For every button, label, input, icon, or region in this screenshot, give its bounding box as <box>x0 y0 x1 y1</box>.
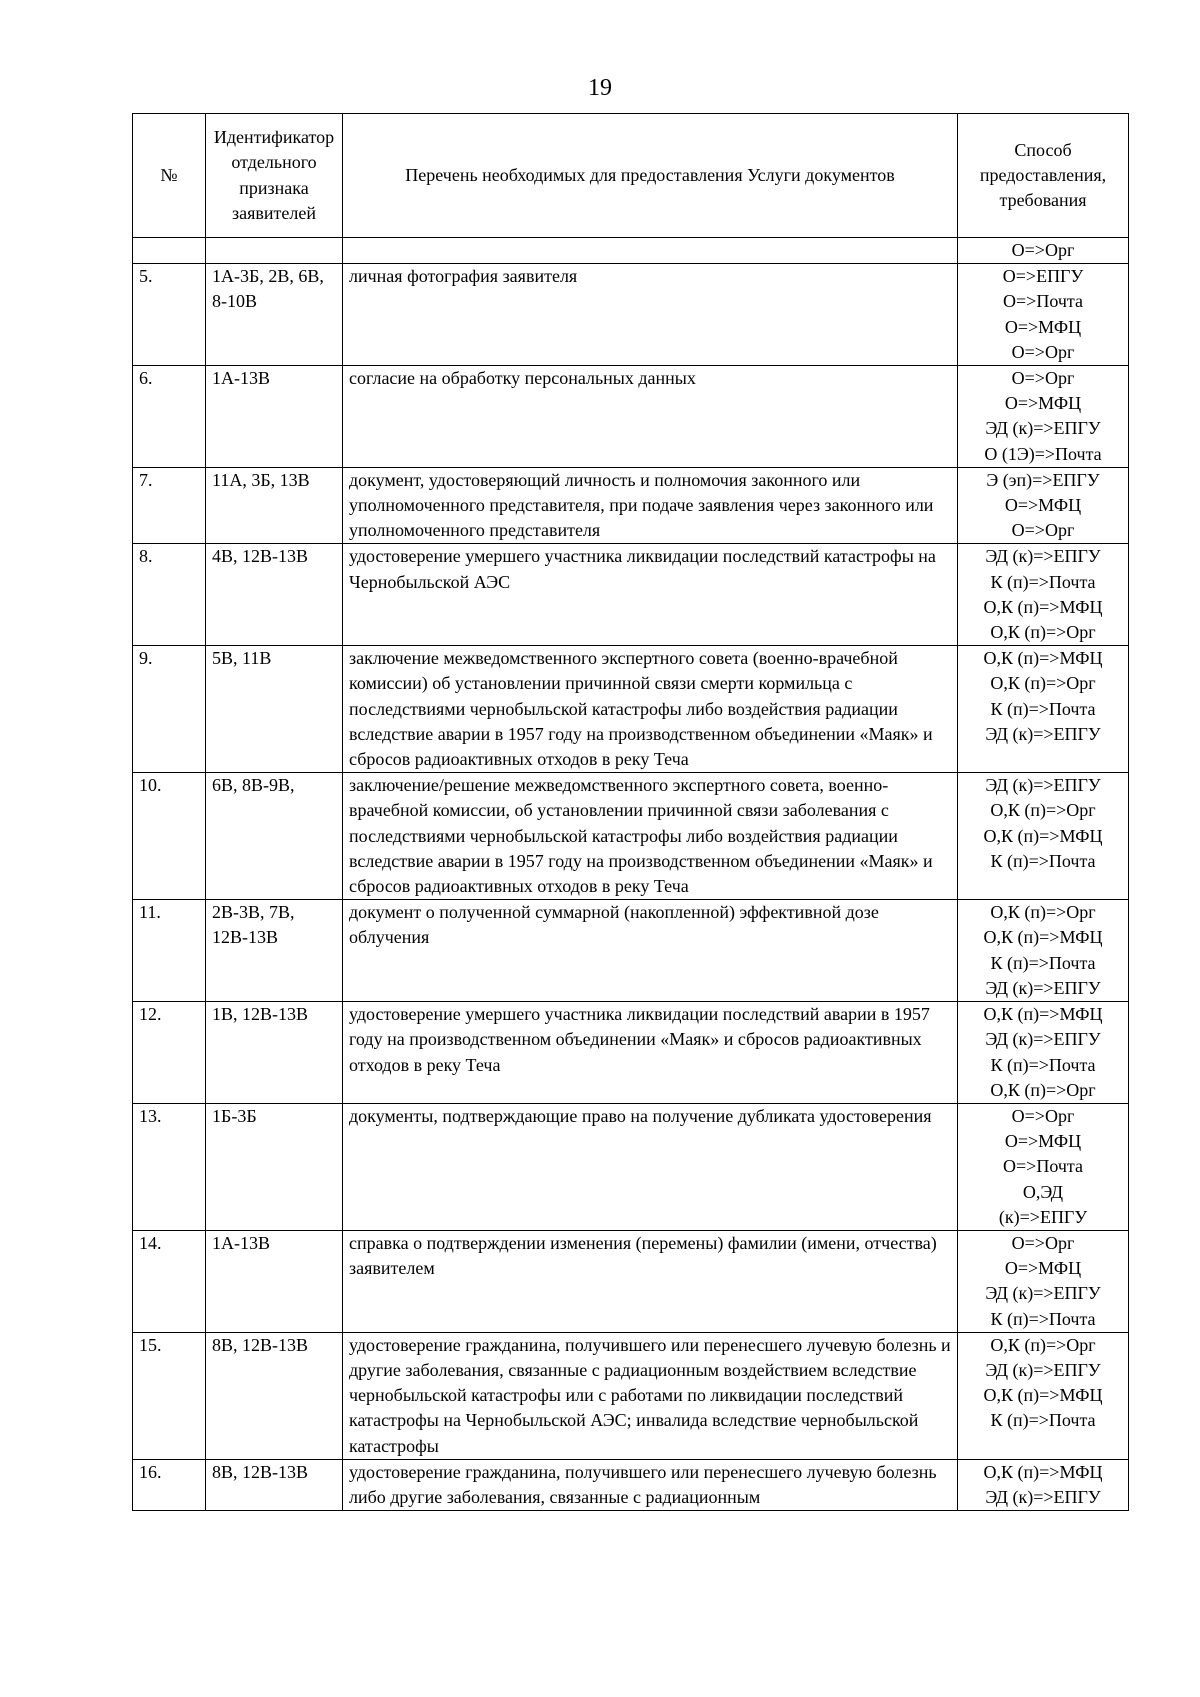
table-row <box>133 1002 1129 1104</box>
method-item: О=>МФЦ <box>1004 1131 1082 1152</box>
method-item: О=>ЕПГУ <box>1002 266 1084 287</box>
method-item: О,К (п)=>МФЦ <box>983 648 1103 669</box>
row-document: согласие на обработку персональных данных <box>343 366 958 468</box>
table-row <box>133 1332 1129 1459</box>
page-number: 19 <box>588 75 612 101</box>
row-methods <box>958 900 1129 1002</box>
row-document: удостоверение умершего участника ликвидации последствий аварии в 1957 году на производственном объединении «Маяк» и сбросов радиоактивных отходов в реку Теча <box>343 1002 958 1104</box>
method-item: К (п)=>Почта <box>990 1308 1096 1329</box>
method-item: О=>Орг <box>1011 1105 1075 1126</box>
table-row <box>133 773 1129 900</box>
row-identifier: 1А-13В <box>206 366 343 468</box>
method-item: О,К (п)=>МФЦ <box>983 596 1103 617</box>
row-identifier: 5В, 11В <box>206 646 343 773</box>
method-item: О,К (п)=>МФЦ <box>983 1385 1103 1406</box>
method-item: О=>Орг <box>1011 1232 1075 1253</box>
row-document: справка о подтверждении изменения (перемены) фамилии (имени, отчества) заявителем <box>343 1230 958 1332</box>
row-document: документ о полученной суммарной (накопленной) эффективной дозе облучения <box>343 900 958 1002</box>
method-item: О,К (п)=>МФЦ <box>983 825 1103 846</box>
header-number: № <box>133 114 206 238</box>
row-document: документ, удостоверяющий личность и полномочия законного или уполномоченного представителя, при подаче заявления через законного или уполномоченного представителя <box>343 467 958 544</box>
method-item: О=>Орг <box>1011 341 1075 362</box>
method-item: (к)=>ЕПГУ <box>998 1206 1088 1227</box>
row-document: удостоверение гражданина, получившего или перенесшего лучевую болезнь и другие заболевания, связанные с радиационным воздействием вследствие чернобыльской катастрофы или с работами по ликвидации последствий катастрофы на Чернобыльской АЭС; инвалида вследствие чернобыльской катастрофы <box>343 1332 958 1459</box>
method-item: О=>Орг <box>1011 520 1075 541</box>
row-number: 16. <box>133 1459 206 1510</box>
row-document: личная фотография заявителя <box>343 264 958 366</box>
method-item: ЭД (к)=>ЕПГУ <box>985 1283 1101 1304</box>
method-item: О,К (п)=>Орг <box>990 1334 1096 1355</box>
method-item: О=>Орг <box>1011 240 1075 260</box>
row-document: удостоверение гражданина, получившего или перенесшего лучевую болезнь либо другие заболевания, связанные с радиационным <box>343 1459 958 1510</box>
row-number: 15. <box>133 1332 206 1459</box>
method-item: О,К (п)=>Орг <box>990 800 1096 821</box>
row-identifier: 4В, 12В-13В <box>206 544 343 646</box>
row-number <box>133 238 206 264</box>
row-identifier: 1Б-3Б <box>206 1103 343 1230</box>
row-identifier <box>206 238 343 264</box>
table-row <box>133 238 1129 264</box>
method-item: ЭД (к)=>ЕПГУ <box>985 1486 1101 1507</box>
row-number: 10. <box>133 773 206 900</box>
method-item: О,К (п)=>Орг <box>990 622 1096 643</box>
row-identifier: 1А-3Б, 2В, 6В, 8-10В <box>206 264 343 366</box>
row-identifier: 2В-3В, 7В, 12В-13В <box>206 900 343 1002</box>
method-item: К (п)=>Почта <box>990 1410 1096 1431</box>
row-methods <box>958 238 1129 264</box>
row-methods <box>958 1103 1129 1230</box>
header-documents: Перечень необходимых для предоставления Услуги документов <box>343 114 958 238</box>
header-identifier: Идентификатор отдельного признака заявителей <box>206 114 343 238</box>
row-identifier: 8В, 12В-13В <box>206 1459 343 1510</box>
table-row <box>133 900 1129 1002</box>
method-item: О,К (п)=>Орг <box>990 673 1096 694</box>
row-methods <box>958 1332 1129 1459</box>
table-row <box>133 646 1129 773</box>
row-methods <box>958 544 1129 646</box>
row-document: удостоверение умершего участника ликвидации последствий катастрофы на Чернобыльской АЭС <box>343 544 958 646</box>
row-methods <box>958 773 1129 900</box>
table-row <box>133 264 1129 366</box>
table-row <box>133 467 1129 544</box>
method-item: К (п)=>Почта <box>990 952 1096 973</box>
row-methods <box>958 1002 1129 1104</box>
row-identifier: 11А, 3Б, 13В <box>206 467 343 544</box>
method-item: О,К (п)=>МФЦ <box>983 1004 1103 1025</box>
method-item: ЭД (к)=>ЕПГУ <box>985 775 1101 796</box>
row-identifier: 6В, 8В-9В, <box>206 773 343 900</box>
method-item: О=>Орг <box>1011 368 1075 389</box>
method-item: ЭД (к)=>ЕПГУ <box>985 723 1101 744</box>
row-methods <box>958 467 1129 544</box>
method-item: ЭД (к)=>ЕПГУ <box>985 1359 1101 1380</box>
row-document <box>343 238 958 264</box>
method-item: О,К (п)=>МФЦ <box>983 1461 1103 1482</box>
row-methods <box>958 366 1129 468</box>
method-item: О,К (п)=>Орг <box>990 902 1096 923</box>
method-item: ЭД (к)=>ЕПГУ <box>985 977 1101 998</box>
method-item: О=>МФЦ <box>1004 393 1082 414</box>
table-header-row <box>133 114 1129 238</box>
row-document: заключение межведомственного экспертного совета (военно-врачебной комиссии) об установлении причинной связи смерти кормильца с последствиями чернобыльской катастрофы либо воздействия радиации вследствие аварии в 1957 году на производственном объединении «Маяк» и сбросов радиоактивных отходов в реку Теча <box>343 646 958 773</box>
method-item: О=>МФЦ <box>1004 316 1082 337</box>
method-item: К (п)=>Почта <box>990 850 1096 871</box>
method-item: О,К (п)=>Орг <box>990 1079 1096 1100</box>
row-methods <box>958 1230 1129 1332</box>
method-item: К (п)=>Почта <box>990 1054 1096 1075</box>
row-methods <box>958 1459 1129 1510</box>
row-identifier: 1А-13В <box>206 1230 343 1332</box>
method-item: Э (эп)=>ЕПГУ <box>986 469 1100 490</box>
method-item: О,К (п)=>МФЦ <box>983 927 1103 948</box>
row-number: 11. <box>133 900 206 1002</box>
row-number: 8. <box>133 544 206 646</box>
documents-table <box>132 113 1129 1511</box>
method-item: О=>Почта <box>1003 1156 1083 1177</box>
method-item: О,ЭД <box>1022 1181 1064 1202</box>
row-methods <box>958 646 1129 773</box>
row-document: документы, подтверждающие право на получение дубликата удостоверения <box>343 1103 958 1230</box>
row-document: заключение/решение межведомственного экспертного совета, военно-врачебной комиссии, об установлении причинной связи заболевания с последствиями чернобыльской катастрофы либо воздействия радиации вследствие аварии в 1957 году на производственном объединении «Маяк» и сбросов радиоактивных отходов в реку Теча <box>343 773 958 900</box>
row-identifier: 8В, 12В-13В <box>206 1332 343 1459</box>
row-number: 12. <box>133 1002 206 1104</box>
row-number: 7. <box>133 467 206 544</box>
method-item: ЭД (к)=>ЕПГУ <box>985 1029 1101 1050</box>
row-number: 5. <box>133 264 206 366</box>
method-item: О=>МФЦ <box>1004 495 1082 516</box>
method-item: ЭД (к)=>ЕПГУ <box>985 546 1101 567</box>
row-number: 14. <box>133 1230 206 1332</box>
method-item: К (п)=>Почта <box>990 571 1096 592</box>
table-row <box>133 1230 1129 1332</box>
method-item: О=>Почта <box>1003 291 1083 312</box>
table-row <box>133 366 1129 468</box>
method-item: О=>МФЦ <box>1004 1258 1082 1279</box>
row-methods <box>958 264 1129 366</box>
row-number: 13. <box>133 1103 206 1230</box>
header-method: Способ предоставления, требования <box>958 114 1129 238</box>
method-item: О (1Э)=>Почта <box>984 443 1102 464</box>
table-row <box>133 1459 1129 1510</box>
table-row <box>133 1103 1129 1230</box>
table-body <box>133 238 1129 1511</box>
method-item: К (п)=>Почта <box>990 698 1096 719</box>
method-item: ЭД (к)=>ЕПГУ <box>985 418 1101 439</box>
row-number: 9. <box>133 646 206 773</box>
table-row <box>133 544 1129 646</box>
row-number: 6. <box>133 366 206 468</box>
row-identifier: 1В, 12В-13В <box>206 1002 343 1104</box>
